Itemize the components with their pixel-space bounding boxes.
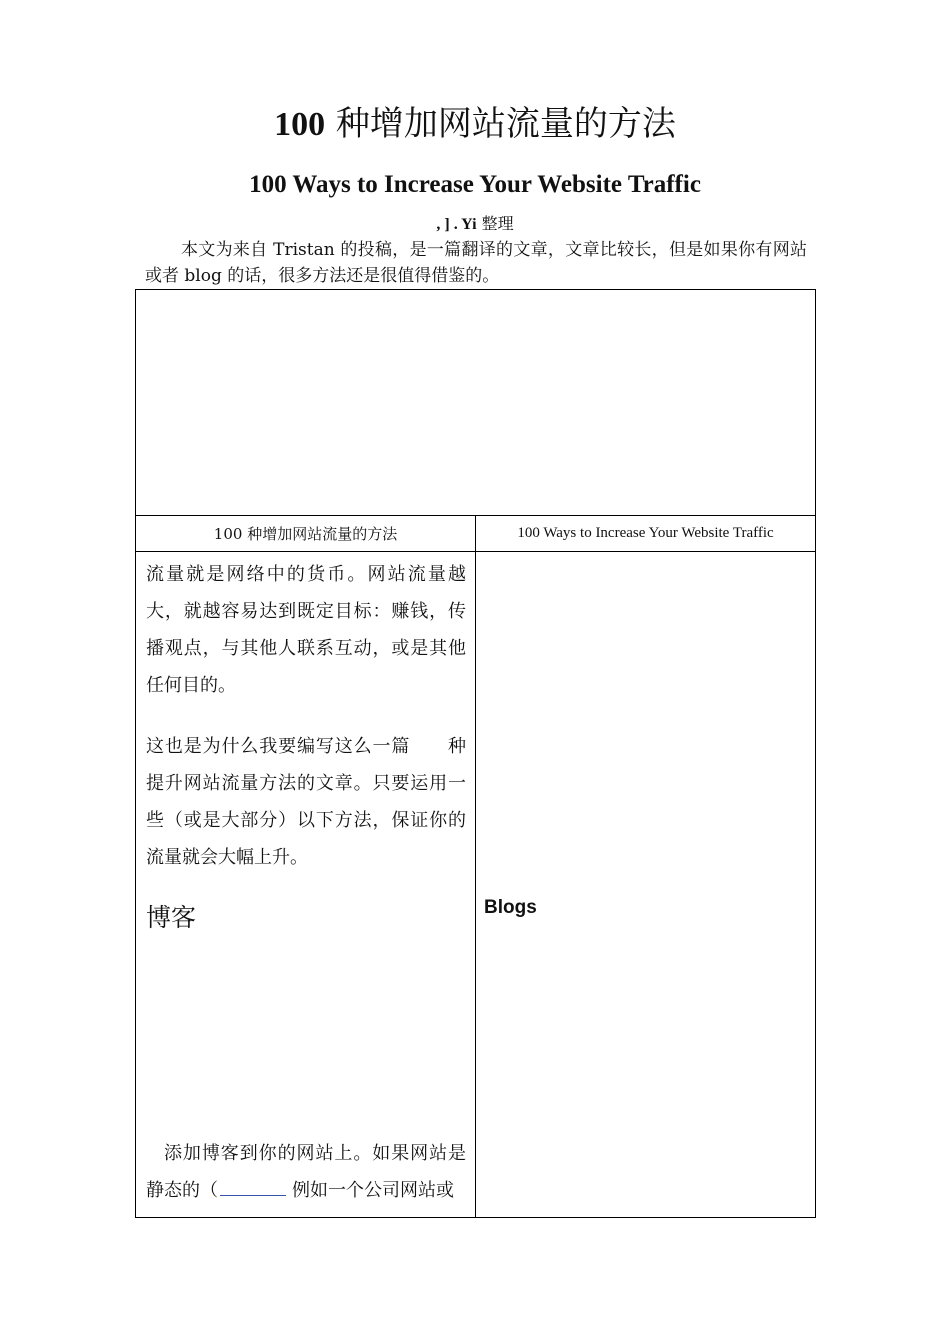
section-heading-blog-chinese: 博客 [146,903,197,932]
paragraph-why-article: 这也是为什么我要编写这么一篇 种提升网站流量方法的文章。只要运用一些（或是大部分）以下方法，保证你的流量就会大幅上升。 [146,736,466,868]
add-blog-text-start: 添加博客到你的网站上。如果网站是静态的（ [146,1143,466,1201]
table-cell-english [475,551,816,1218]
author-suffix: 整理 [476,214,514,233]
add-blog-text-end: 例如一个公司网站或 [292,1180,454,1201]
table-cell-chinese [135,551,476,1218]
intro-paragraph: 本文为来自 Tristan 的投稿，是一篇翻译的文章，文章比较长，但是如果你有网站或者 blog 的话，很多方法还是很值得借鉴的。 [145,240,807,286]
author-line [0,213,950,236]
table-header-chinese: 100 种增加网站流量的方法 [135,515,476,552]
section-heading-blogs-english: Blogs [484,897,537,918]
paragraph-traffic-currency: 流量就是网络中的货币。网站流量越大，就越容易达到既定目标：赚钱，传播观点，与其他人联系互动，或是其他任何目的。 [146,564,466,696]
blank-underline [220,1181,286,1196]
empty-figure-box [135,289,816,516]
page-title-english: 100 Ways to Increase Your Website Traffic [249,171,701,198]
paragraph-add-blog [146,1135,466,1209]
author-name: , ] . Yi [436,216,477,233]
title-text: 种增加网站流量的方法 [325,104,676,144]
title-number: 100 [274,106,326,143]
table-header-english: 100 Ways to Increase Your Website Traffic [475,515,816,552]
page-title-chinese [0,100,950,149]
